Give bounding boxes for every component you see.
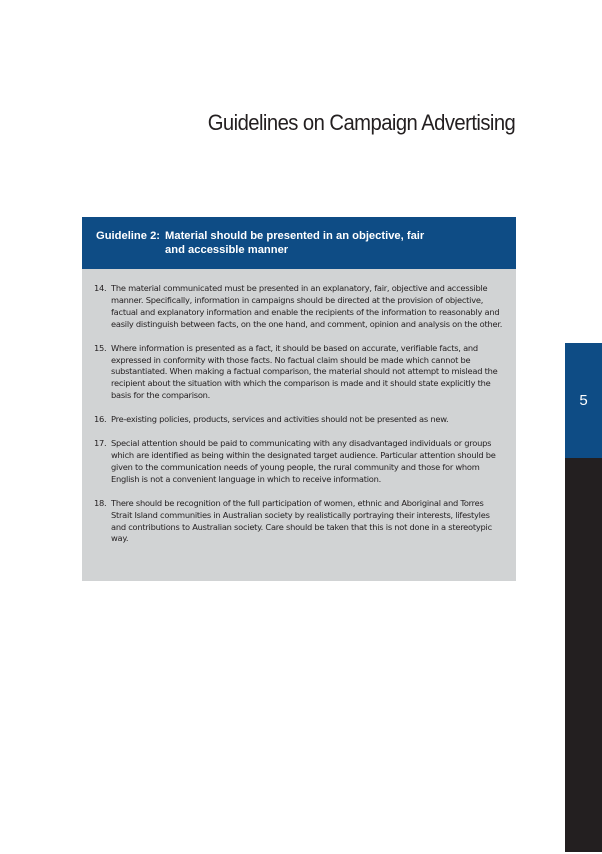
guideline-header [82,217,516,269]
guideline-item [94,438,504,486]
item-number: 17. [94,438,107,449]
guideline-box [82,217,516,581]
guideline-heading: Material should be presented in an objective, fair and accessible manner [165,230,425,256]
chapter-tab [565,343,602,458]
item-number: 16. [94,414,107,425]
item-text: Pre-existing policies, products, services and activities should not be presented as new. [111,414,449,425]
guideline-item [94,343,504,403]
side-bar-decoration [565,458,602,852]
item-text: Special attention should be paid to communicating with any disadvantaged individuals or groups which are identified as being within the designated target audience. Particular attention should be given to the communication needs of young people, the rural community and those for whom English is not a convenient language in which to receive information. [111,438,496,484]
guideline-item [94,414,504,426]
guideline-header-row [96,230,516,257]
guideline-item [94,498,504,546]
item-number: 14. [94,283,107,293]
guideline-item [94,283,504,331]
page-title: Guidelines on Campaign Advertising [207,110,515,135]
chapter-number: 5 [579,392,588,409]
item-number: 18. [94,497,107,508]
item-text: There should be recognition of the full participation of women, ethnic and Aboriginal and Torres Strait Island communities in Australian society by realistically portraying their interests, lifestyles and contributions to Australian society. Care should be taken that this is not done in a stereotypic way. [111,497,492,544]
item-number: 15. [94,342,107,353]
item-text: The material communicated must be presented in an explanatory, fair, objective and accessible manner. Specifically, information in campaigns should be directed at the provision of objective, factual and explanatory information and enable the recipients of the information to reasonably and easily distinguish between facts, on the one hand, and comment, opinion and analysis on the other. [111,283,503,329]
item-text: Where information is presented as a fact, it should be based on accurate, verifiable facts, and expressed in conformity with those facts. No factual claim should be made which cannot be substantiated. When making a factual comparison, the material should not attempt to mislead the recipient about the situation with which the comparison is made and it should state explicitly the basis for the comparison. [111,342,498,401]
guideline-item-list [82,269,516,545]
guideline-label: Guideline 2: [96,230,161,242]
